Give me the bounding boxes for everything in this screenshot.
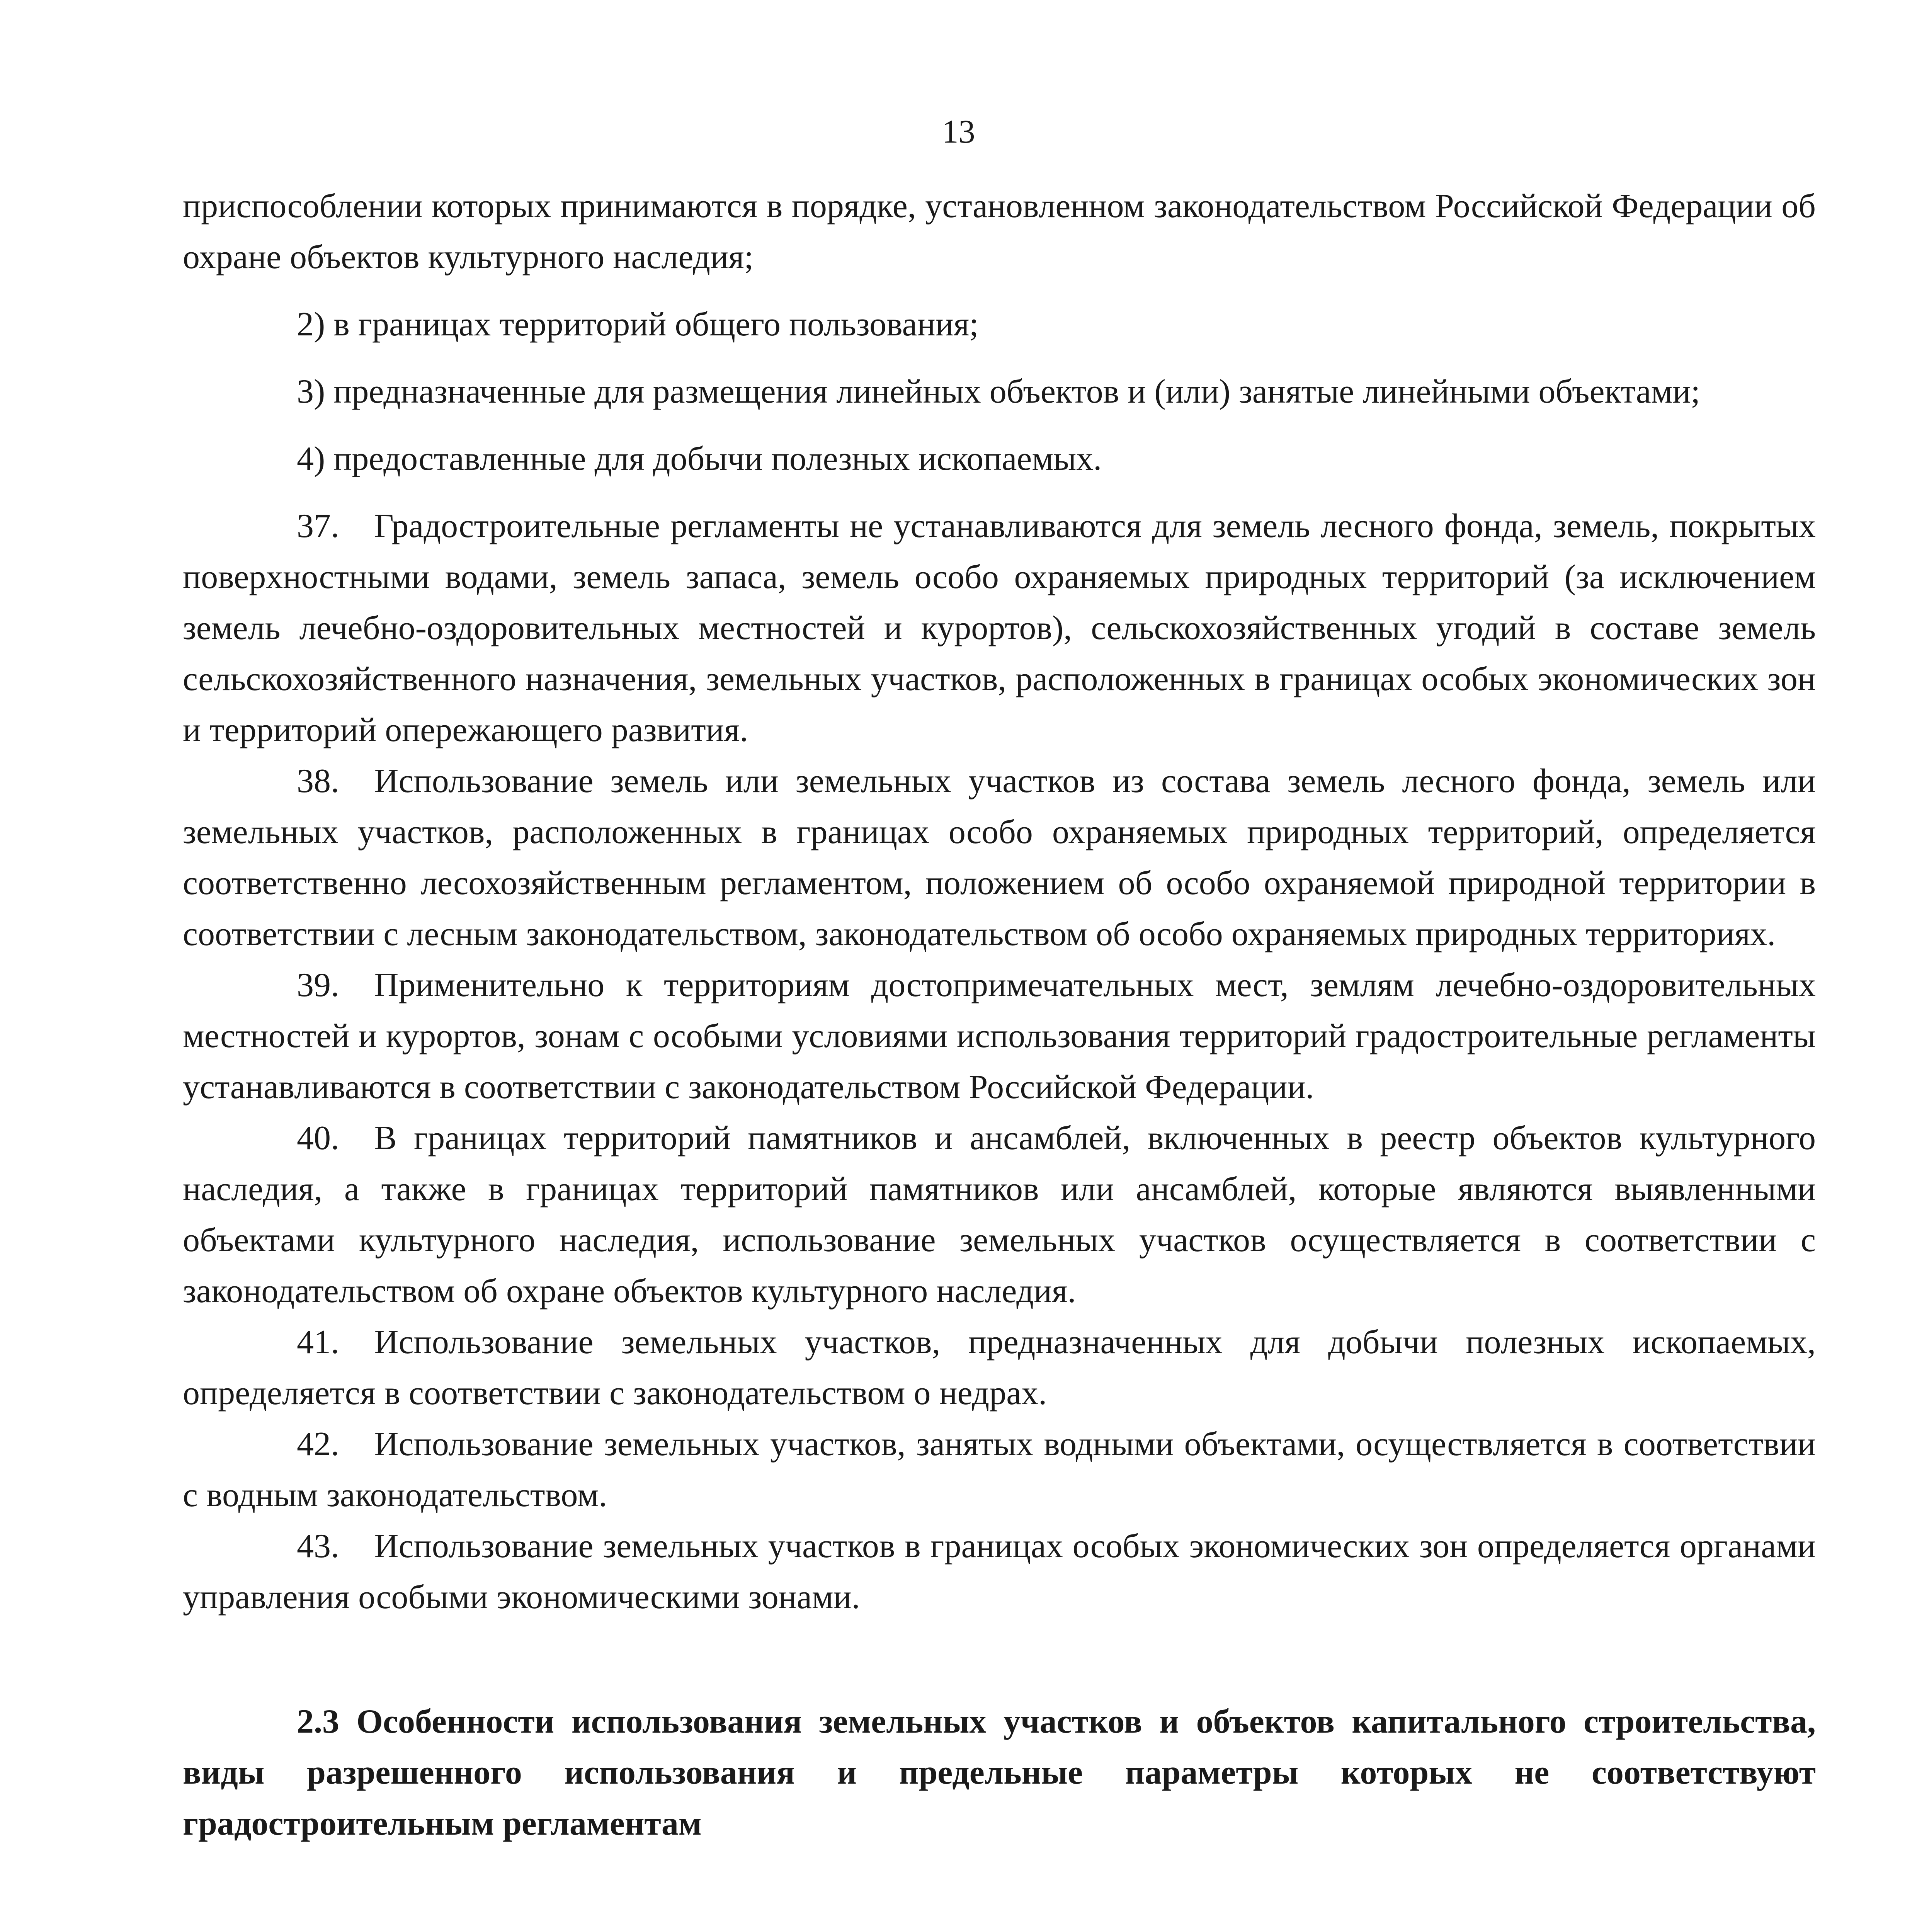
clause-number: 40. (297, 1119, 339, 1157)
clause-42 (183, 1419, 1816, 1521)
clause-text: Применительно к территориям достопримечательных мест, землям лечебно-оздоровительных местностей и курортов, зонам с особыми условиями использования территорий градостроительные регламенты устанавливаются в соответствии с законодательством Российской Федерации. (183, 966, 1816, 1106)
list-item-2: 2) в границах территорий общего пользования; (297, 306, 979, 343)
clause-39 (183, 960, 1816, 1113)
section-heading: 2.3 Особенности использования земельных участков и объектов капитального строительства, виды разрешенного использования и предельные параметры которых не соответствуют градостроительным регламентам (183, 1703, 1816, 1842)
clause-number: 38. (297, 762, 339, 800)
clause-40 (183, 1113, 1816, 1317)
clause-number: 43. (297, 1527, 339, 1565)
document-body (183, 181, 1816, 1932)
clause-number: 42. (297, 1425, 339, 1463)
clause-number: 41. (297, 1323, 339, 1361)
clause-38 (183, 756, 1816, 960)
clause-43 (183, 1521, 1816, 1623)
paragraph-continuation: приспособлении которых принимаются в порядке, установленном законодательством Российской Федерации об охране объектов культурного наследия; (183, 187, 1816, 276)
clause-text: Использование земель или земельных участков из состава земель лесного фонда, земель или земельных участков, расположенных в границах особо охраняемых природных территорий, определяется соответственно лесохозяйственным регламентом, положением об особо охраняемой природной территории в соответствии с лесным законодательством, законодательством об особо охраняемых природных территориях. (183, 762, 1816, 953)
clause-text: Использование земельных участков, занятых водными объектами, осуществляется в соответствии с водным законодательством. (183, 1425, 1816, 1514)
clause-text: Использование земельных участков, предназначенных для добычи полезных ископаемых, определяется в соответствии с законодательством о недрах. (183, 1323, 1816, 1412)
clause-41 (183, 1317, 1816, 1419)
list-item-3: 3) предназначенные для размещения линейных объектов и (или) занятые линейными объектами; (297, 373, 1700, 410)
clause-text: Градостроительные регламенты не устанавливаются для земель лесного фонда, земель, покрытых поверхностными водами, земель запаса, земель особо охраняемых природных территорий (за исключением земель лечебно-оздоровительных местностей и курортов), сельскохозяйственных угодий в составе земель сельскохозяйственного назначения, земельных участков, расположенных в границах особых экономических зон и территорий опережающего развития. (183, 507, 1816, 749)
list-item-4: 4) предоставленные для добычи полезных ископаемых. (297, 440, 1102, 478)
clause-text: Использование земельных участков в границах особых экономических зон определяется органами управления особыми экономическими зонами. (183, 1527, 1816, 1616)
clause-number: 39. (297, 966, 339, 1004)
page-number: 13 (942, 113, 975, 150)
clause-number: 37. (297, 507, 339, 545)
clause-37 (183, 501, 1816, 756)
clause-text: В границах территорий памятников и ансамблей, включенных в реестр объектов культурного наследия, а также в границах территорий памятников или ансамблей, которые являются выявленными объектами культурного наследия, использование земельных участков осуществляется в соответствии с законодательством об охране объектов культурного наследия. (183, 1119, 1816, 1310)
